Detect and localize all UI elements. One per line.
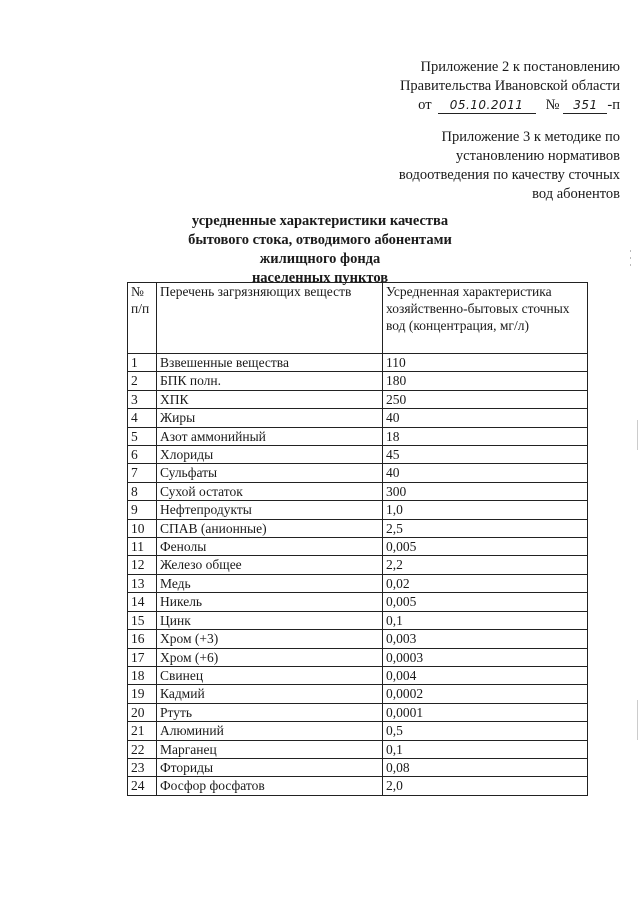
table-row [128,611,588,629]
substance-name: ХПК [157,390,383,408]
concentration-value: 0,0003 [383,648,588,666]
appendix-line-4: вод абонентов [532,186,620,202]
table-row [128,538,588,556]
table-row [128,446,588,464]
table-row [128,574,588,592]
row-number: 15 [128,611,157,629]
substance-name: Хром (+3) [157,630,383,648]
row-number: 23 [128,758,157,776]
substance-name: Ртуть [157,703,383,721]
row-number: 11 [128,538,157,556]
substance-name: Азот аммонийный [157,427,383,445]
row-number: 20 [128,703,157,721]
substance-name: Сульфаты [157,464,383,482]
concentration-value: 2,5 [383,519,588,537]
substance-name: Медь [157,574,383,592]
decree-header [400,58,620,115]
substance-name: СПАВ (анионные) [157,519,383,537]
header-line-2: Правительства Ивановской области [399,78,620,94]
table-row [128,390,588,408]
table-row [128,685,588,703]
appendix-line-3: водоотведения по качеству сточных [398,167,620,183]
concentration-value: 180 [383,372,588,390]
substance-name: Взвешенные вещества [157,354,383,372]
row-number: 19 [128,685,157,703]
substance-name: Хром (+6) [157,648,383,666]
table-row [128,703,588,721]
substance-name: Кадмий [157,685,383,703]
table-row [128,648,588,666]
concentration-value: 0,1 [383,740,588,758]
concentration-value: 2,2 [383,556,588,574]
concentration-value: 2,0 [383,777,588,795]
from-label: от [418,97,432,113]
table-row [128,593,588,611]
concentration-value: 110 [383,354,588,372]
concentration-value: 0,02 [383,574,588,592]
appendix-note [380,128,620,204]
concentration-value: 18 [383,427,588,445]
row-number: 2 [128,372,157,390]
concentration-value: 0,005 [383,538,588,556]
title-line-3: населенных пунктов [251,270,389,286]
table-row [128,630,588,648]
row-number: 10 [128,519,157,537]
row-number: 7 [128,464,157,482]
table-row [128,740,588,758]
table-row [128,482,588,500]
header-line-3 [400,96,620,115]
row-number: 13 [128,574,157,592]
row-number: 21 [128,722,157,740]
table-row [128,556,588,574]
table-row [128,427,588,445]
table-row [128,758,588,776]
table-row [128,409,588,427]
substance-name: БПК полн. [157,372,383,390]
concentration-value: 0,5 [383,722,588,740]
concentration-value: 0,0001 [383,703,588,721]
row-number: 22 [128,740,157,758]
table-row [128,501,588,519]
appendix-line-1: Приложение 3 к методике по [441,129,620,145]
handwritten-date: 05.10.2011 [438,97,536,114]
concentration-value: 45 [383,446,588,464]
substance-name: Жиры [157,409,383,427]
substance-name: Хлориды [157,446,383,464]
row-number: 14 [128,593,157,611]
row-number: 17 [128,648,157,666]
handwritten-number: 351 [563,97,607,114]
concentration-value: 300 [383,482,588,500]
header-line-1: Приложение 2 к постановлению [420,59,620,75]
substance-name: Железо общее [157,556,383,574]
row-number: 24 [128,777,157,795]
substance-name: Сухой остаток [157,482,383,500]
scan-edge-mark [637,420,638,450]
substance-name: Никель [157,593,383,611]
table-row [128,722,588,740]
scan-specks [630,250,634,280]
substance-name: Цинк [157,611,383,629]
concentration-value: 40 [383,409,588,427]
concentration-value: 0,08 [383,758,588,776]
number-label: № [545,97,560,113]
concentration-value: 0,1 [383,611,588,629]
row-number: 6 [128,446,157,464]
substance-name: Фенолы [157,538,383,556]
number-suffix: -п [607,97,620,113]
substance-name: Фториды [157,758,383,776]
column-header-substance: Перечень загрязняющих веществ [157,283,383,354]
title-line-1: усредненные характеристики качества [191,213,449,229]
table-row [128,354,588,372]
row-number: 5 [128,427,157,445]
row-number: 16 [128,630,157,648]
title-line-2: бытового стока, отводимого абонентами жилищного фонда [188,232,452,267]
document-title [160,212,480,288]
substance-name: Нефтепродукты [157,501,383,519]
concentration-value: 250 [383,390,588,408]
concentration-value: 0,005 [383,593,588,611]
row-number: 8 [128,482,157,500]
column-header-concentration: Усредненная характеристика хозяйственно-бытовых сточных вод (концентрация, мг/л) [383,283,588,354]
concentration-value: 0,0002 [383,685,588,703]
table-row [128,372,588,390]
table-row [128,666,588,684]
table-header-row [128,283,588,354]
appendix-line-2: установлению нормативов [455,148,620,164]
substance-name: Марганец [157,740,383,758]
substance-name: Свинец [157,666,383,684]
pollutants-table [127,282,588,796]
concentration-value: 1,0 [383,501,588,519]
row-number: 4 [128,409,157,427]
scan-edge-mark [637,700,638,740]
concentration-value: 0,003 [383,630,588,648]
row-number: 1 [128,354,157,372]
substance-name: Фосфор фосфатов [157,777,383,795]
table-row [128,777,588,795]
row-number: 18 [128,666,157,684]
row-number: 3 [128,390,157,408]
concentration-value: 0,004 [383,666,588,684]
row-number: 12 [128,556,157,574]
table-row [128,464,588,482]
row-number: 9 [128,501,157,519]
substance-name: Алюминий [157,722,383,740]
column-header-number: № п/п [128,283,157,354]
concentration-value: 40 [383,464,588,482]
table-row [128,519,588,537]
